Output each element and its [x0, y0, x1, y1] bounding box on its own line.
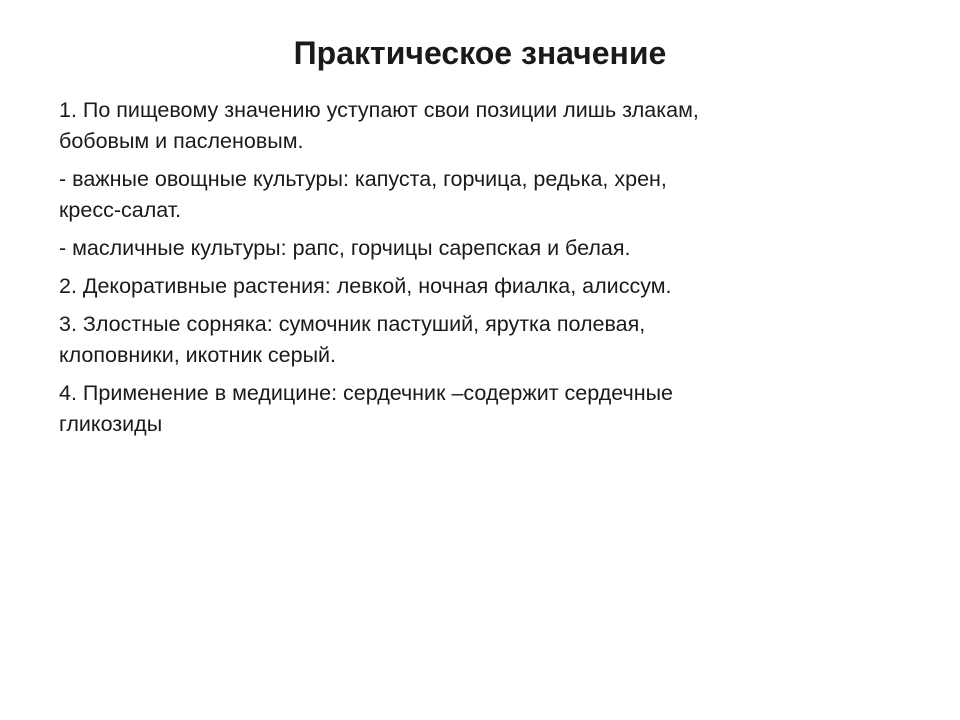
paragraph-vegetable-crops: [59, 164, 859, 226]
paragraph-line: 2. Декоративные растения: левкой, ночная фиалка, алиссум.: [59, 274, 672, 298]
paragraph-line: - важные овощные культуры: капуста, горчица, редька, хрен,: [59, 167, 667, 191]
paragraph-weeds: [59, 309, 859, 371]
paragraph-line: бобовым и пасленовым.: [59, 129, 304, 153]
paragraph-line: 4. Применение в медицине: сердечник –содержит сердечные: [59, 381, 673, 405]
paragraph-ornamental-plants: [59, 271, 859, 302]
paragraph-line: кресс-салат.: [59, 198, 182, 222]
paragraph-line: 3. Злостные сорняка: сумочник пастуший, ярутка полевая,: [59, 312, 646, 336]
paragraph-line: - масличные культуры: рапс, горчицы сарепская и белая.: [59, 236, 631, 260]
paragraph-line: клоповники, икотник серый.: [59, 343, 337, 367]
slide-body: [59, 95, 859, 447]
paragraph-line: гликозиды: [59, 412, 163, 436]
paragraph-line: 1. По пищевому значению уступают свои позиции лишь злакам,: [59, 98, 699, 122]
paragraph-medicine: [59, 378, 859, 440]
paragraph-oil-crops: [59, 233, 859, 264]
paragraph-nutritional-value: [59, 95, 859, 157]
slide-title: Практическое значение: [293, 35, 667, 71]
